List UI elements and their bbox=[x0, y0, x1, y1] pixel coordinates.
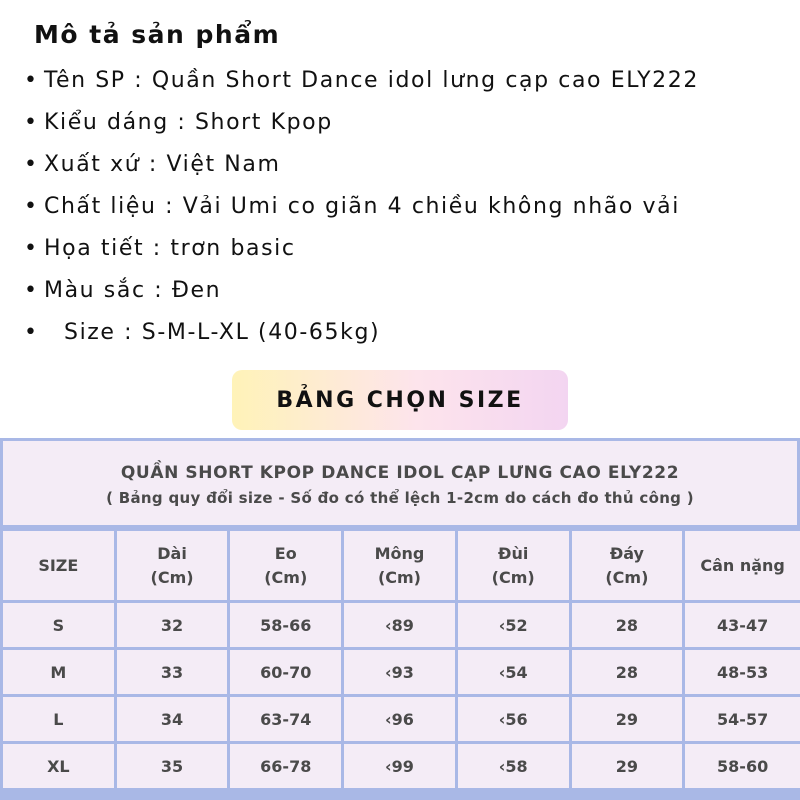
spec-item bbox=[24, 144, 699, 186]
table-cell: 28 bbox=[572, 603, 683, 647]
header-cell: Eo (Cm) bbox=[230, 531, 341, 600]
bullet-icon: • bbox=[24, 68, 39, 93]
spec-text: Xuất xứ : Việt Nam bbox=[44, 152, 281, 177]
table-cell: 28 bbox=[572, 650, 683, 694]
size-chart-label: BẢNG CHỌN SIZE bbox=[276, 387, 524, 413]
table-cell: 54-57 bbox=[685, 697, 800, 741]
spec-item bbox=[24, 312, 699, 354]
table-cell: 35 bbox=[117, 744, 228, 788]
table-title-box bbox=[3, 441, 797, 525]
bullet-icon: • bbox=[24, 320, 39, 345]
header-cell: Mông (Cm) bbox=[344, 531, 455, 600]
spec-item bbox=[24, 228, 699, 270]
table-cell: ‹56 bbox=[458, 697, 569, 741]
size-grid bbox=[0, 528, 800, 791]
table-title: QUẦN SHORT KPOP DANCE IDOL CẠP LƯNG CAO ELY222 bbox=[120, 463, 680, 483]
table-cell: ‹52 bbox=[458, 603, 569, 647]
table-cell: 48-53 bbox=[685, 650, 800, 694]
table-cell: ‹99 bbox=[344, 744, 455, 788]
table-cell: ‹58 bbox=[458, 744, 569, 788]
spec-item bbox=[24, 270, 699, 312]
table-cell: ‹96 bbox=[344, 697, 455, 741]
table-cell: 33 bbox=[117, 650, 228, 694]
table-cell: 66-78 bbox=[230, 744, 341, 788]
size-table bbox=[0, 438, 800, 800]
bullet-icon: • bbox=[24, 236, 39, 261]
header-row bbox=[3, 531, 800, 600]
table-row bbox=[3, 697, 800, 741]
spec-text: Kiểu dáng : Short Kpop bbox=[44, 110, 333, 135]
table-cell: ‹54 bbox=[458, 650, 569, 694]
table-row bbox=[3, 744, 800, 788]
spec-item bbox=[24, 102, 699, 144]
table-cell: 58-66 bbox=[230, 603, 341, 647]
header-cell: Cân nặng bbox=[685, 531, 800, 600]
page-heading: Mô tả sản phẩm bbox=[34, 20, 281, 49]
table-cell: 32 bbox=[117, 603, 228, 647]
size-chart-button[interactable] bbox=[232, 370, 568, 430]
table-subtitle: ( Bảng quy đổi size - Số đo có thể lệch 1-2cm do cách đo thủ công ) bbox=[106, 489, 694, 507]
table-cell: 63-74 bbox=[230, 697, 341, 741]
table-cell: 58-60 bbox=[685, 744, 800, 788]
table-cell: M bbox=[3, 650, 114, 694]
table-row bbox=[3, 650, 800, 694]
table-cell: XL bbox=[3, 744, 114, 788]
table-cell: L bbox=[3, 697, 114, 741]
table-cell: ‹89 bbox=[344, 603, 455, 647]
table-cell: ‹93 bbox=[344, 650, 455, 694]
table-cell: 60-70 bbox=[230, 650, 341, 694]
spec-text: Chất liệu : Vải Umi co giãn 4 chiều không nhão vải bbox=[44, 194, 680, 219]
bullet-icon: • bbox=[24, 152, 39, 177]
header-cell: Đùi (Cm) bbox=[458, 531, 569, 600]
spec-text: Size : S-M-L-XL (40-65kg) bbox=[64, 320, 381, 345]
spec-text: Tên SP : Quần Short Dance idol lưng cạp cao ELY222 bbox=[44, 68, 699, 93]
spec-text: Màu sắc : Đen bbox=[44, 278, 222, 303]
spec-item bbox=[24, 60, 699, 102]
table-cell: S bbox=[3, 603, 114, 647]
table-cell: 34 bbox=[117, 697, 228, 741]
spec-text: Họa tiết : trơn basic bbox=[44, 236, 296, 261]
table-cell: 43-47 bbox=[685, 603, 800, 647]
bullet-icon: • bbox=[24, 194, 39, 219]
header-cell: Đáy (Cm) bbox=[572, 531, 683, 600]
table-cell: 29 bbox=[572, 744, 683, 788]
table-row bbox=[3, 603, 800, 647]
header-cell: SIZE bbox=[3, 531, 114, 600]
spec-list bbox=[24, 60, 699, 354]
bullet-icon: • bbox=[24, 110, 39, 135]
bullet-icon: • bbox=[24, 278, 39, 303]
spec-item bbox=[24, 186, 699, 228]
header-cell: Dài (Cm) bbox=[117, 531, 228, 600]
table-cell: 29 bbox=[572, 697, 683, 741]
